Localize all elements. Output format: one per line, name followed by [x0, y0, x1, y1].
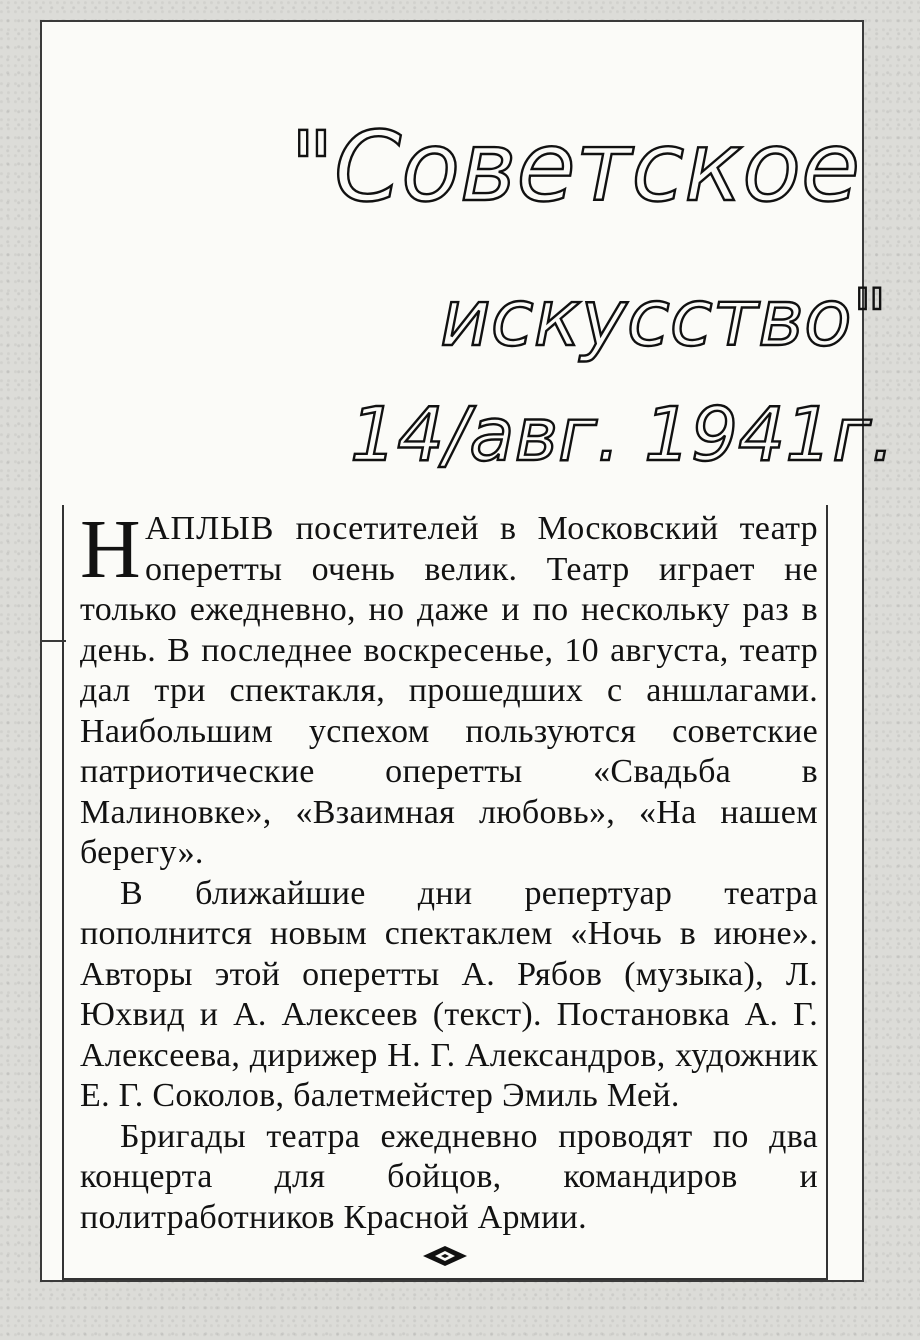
article-paragraph-2: В ближайшие дни репертуар театра пополнится новым спектаклем «Ночь в июне». Авторы этой оперетты А. Рябов (музыка), Л. Юхвид и А. Алексеев (текст). Постановка А. Г. Алексеева, дирижер Н. Г. Александров, художник Е. Г. Соколов, балетмейстер Эмиль Мей. [80, 874, 818, 1114]
drop-cap: Н [80, 503, 141, 596]
handwritten-note [290, 100, 895, 520]
handwritten-line-2: искусство" [440, 274, 888, 364]
article-paragraph-3: Бригады театра ежедневно проводят по два концерта для бойцов, командиров и политработников Красной Армии. [80, 1117, 818, 1236]
newspaper-clipping [62, 505, 828, 1280]
handwritten-line-1: "Советское [290, 111, 861, 223]
diamond-ornament-icon [421, 1244, 469, 1268]
article-paragraph-1 [80, 503, 818, 874]
paragraph-1-text: посетителей в Московский театр оперетты очень велик. Театр играет не только ежедневно, но даже и по нескольку раз в день. В последнее воскресенье, 10 августа, театр дал три спектакля, прошедших с аншлагами. Наибольшим успехом пользуются советские патриотические оперетты «Свадьба в Малиновке», «Взаимная любовь», «На нашем берегу». [80, 510, 818, 871]
handwritten-note-svg [290, 100, 895, 520]
lead-word: АПЛЫВ [144, 510, 275, 547]
handwritten-date: 14/авг. 1941г. [350, 392, 895, 478]
